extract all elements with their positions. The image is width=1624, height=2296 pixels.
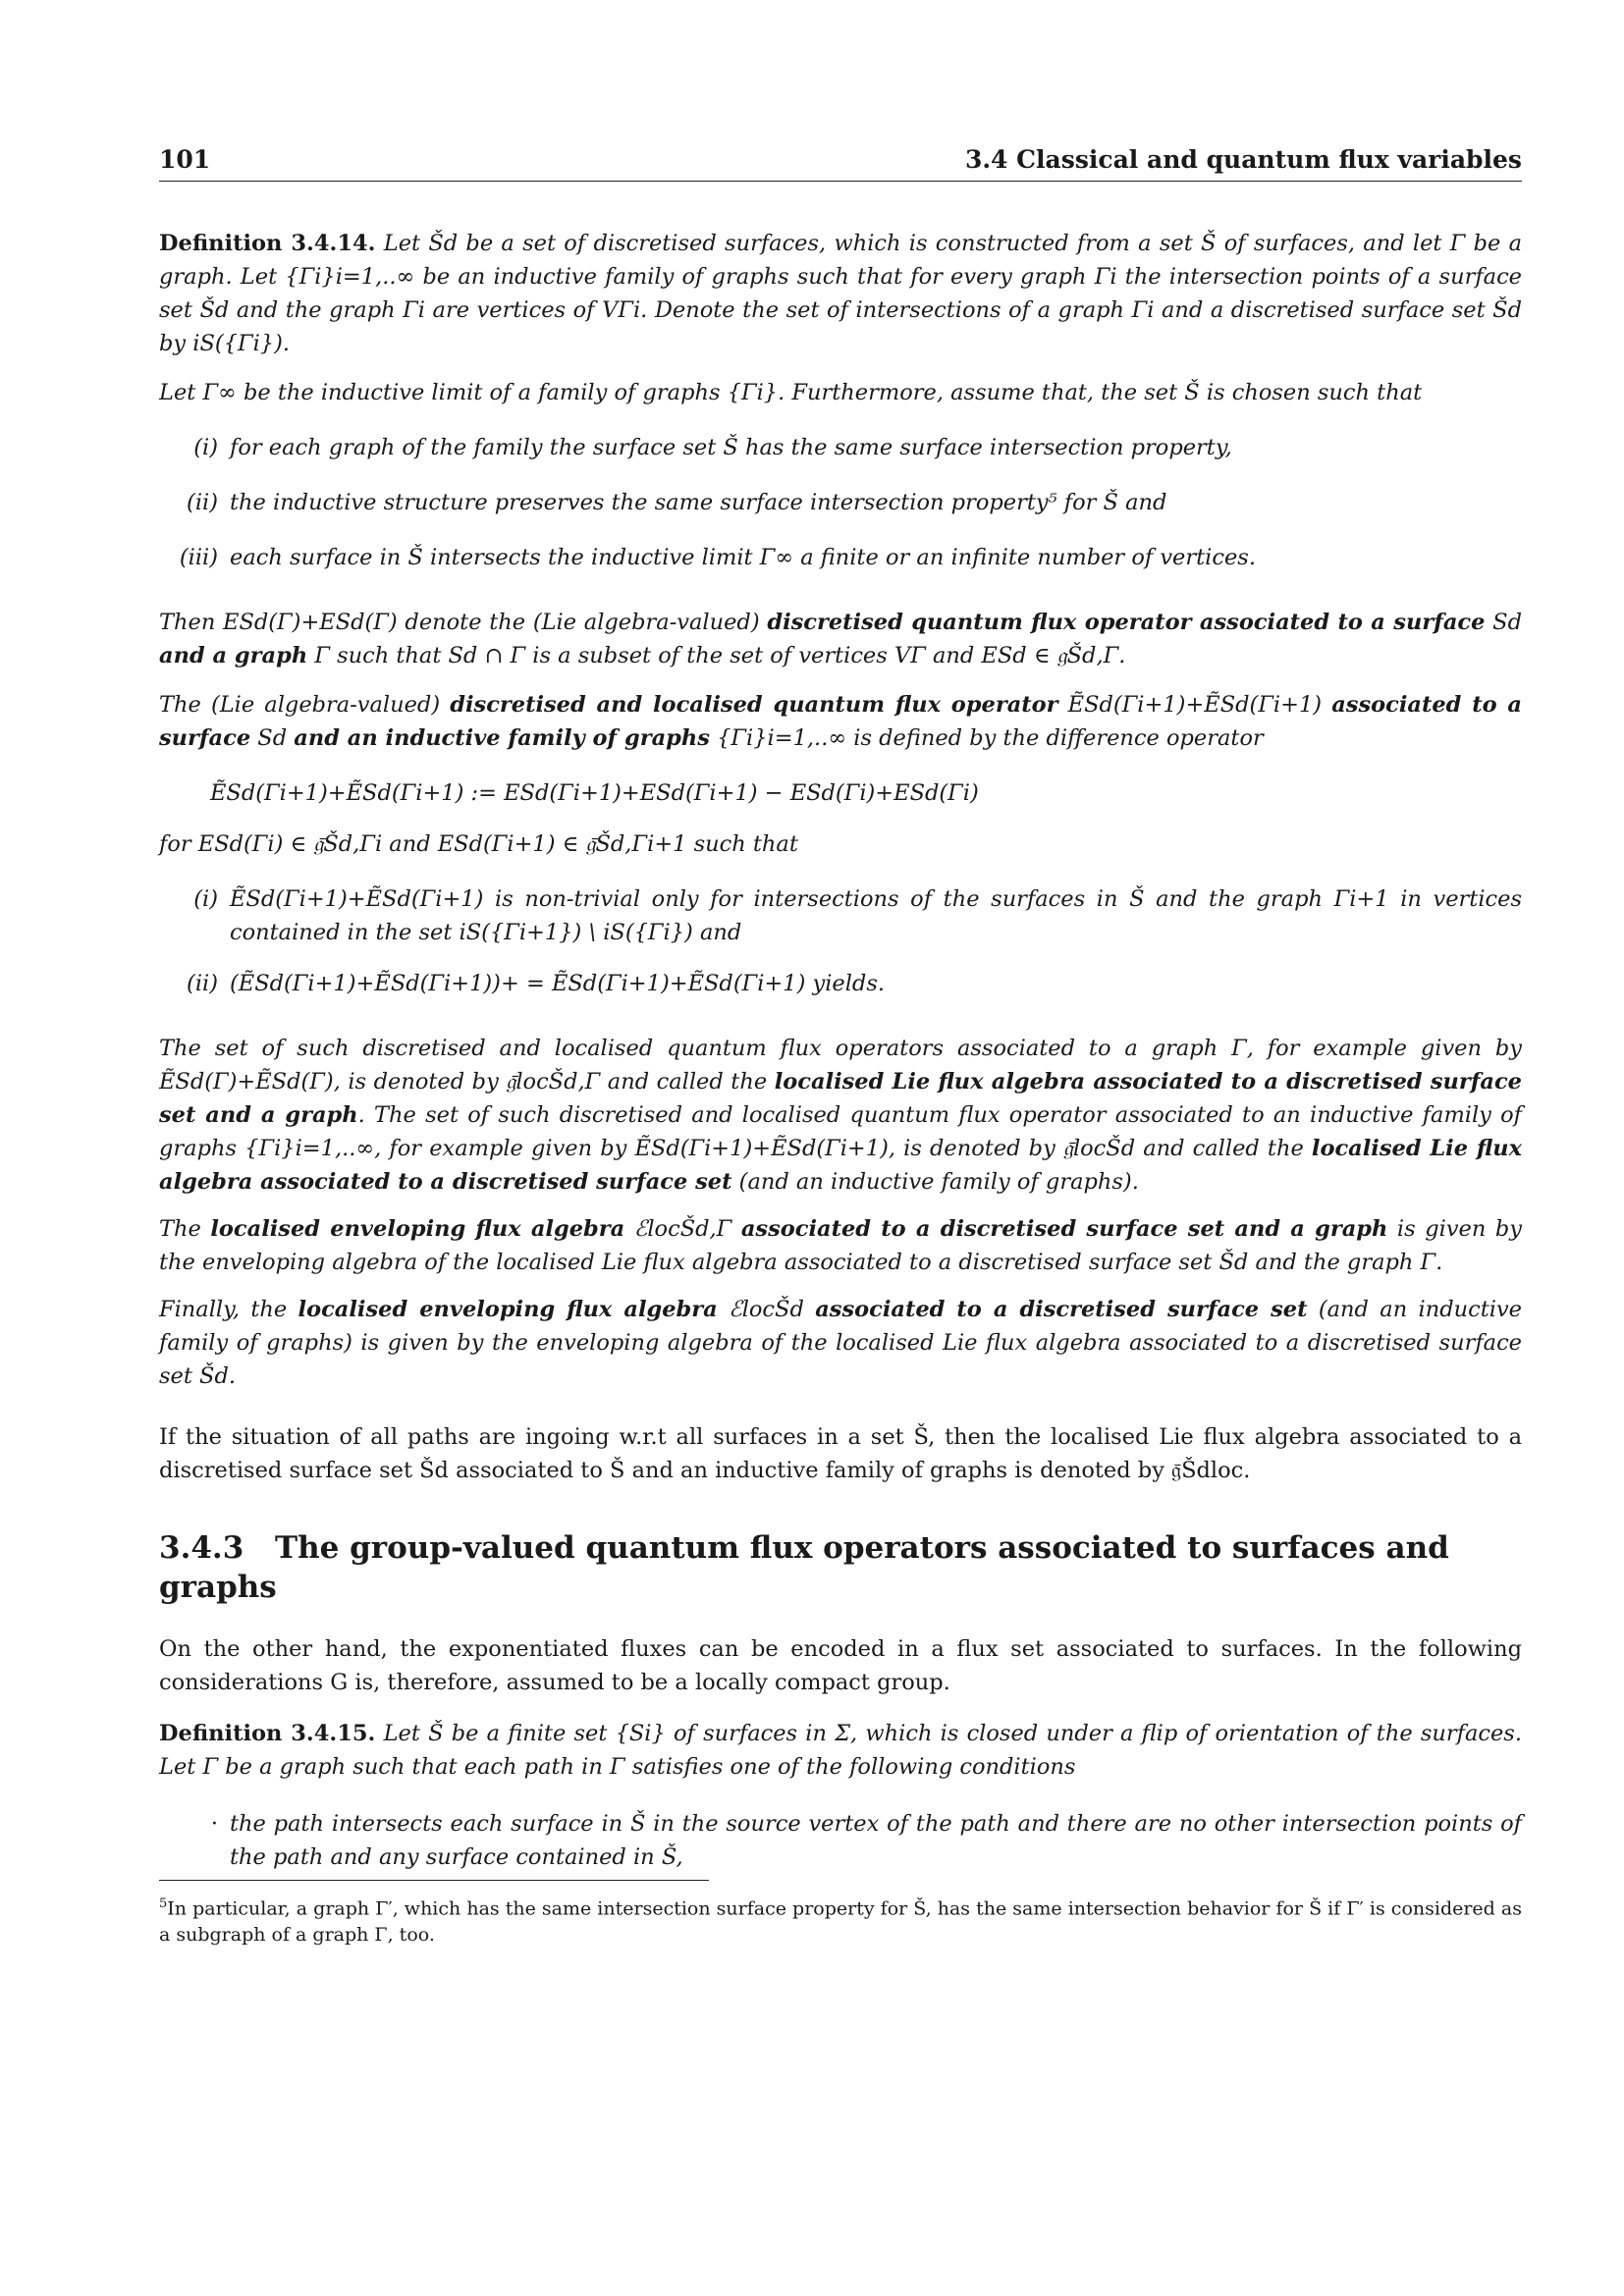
- running-section-title: 3.4 Classical and quantum flux variables: [964, 145, 1522, 174]
- text-run: {Γi}i=1,..∞ is defined by the difference operator: [709, 725, 1264, 751]
- text-run: The set of such discretised and localised quantum flux operators associated to a graph Γ, for example given by ẼSd(Γ)+ẼSd(Γ), is denoted by 𝔤̄locŠd,Γ and called the: [159, 1036, 1522, 1095]
- section-heading: [159, 1528, 1522, 1607]
- list-item-text: for each graph of the family the surface set Š has the same surface intersection property,: [230, 435, 1232, 460]
- text-run: ẼSd(Γi+1)+ẼSd(Γi+1): [1057, 692, 1332, 718]
- footnote: [159, 1891, 1522, 1949]
- text-run: . The set of such discretised and localised quantum flux operator associated to an inductive family of graphs {Γi}i=1,..∞, for example given by ẼSd(Γi+1)+ẼSd(Γi+1), is denoted by 𝔤̄locŠd and called the: [159, 1102, 1522, 1161]
- inductive-limit-paragraph: Let Γ∞ be the inductive limit of a family of graphs {Γi}. Furthermore, assume that, the set Š is chosen such that: [159, 380, 1423, 405]
- defined-term: localised enveloping flux algebra: [210, 1216, 625, 1242]
- list-item-text: (ẼSd(Γi+1)+ẼSd(Γi+1))+ = ẼSd(Γi+1)+ẼSd(Γi+1) yields.: [230, 971, 886, 996]
- list-item-label: (ii): [187, 971, 218, 996]
- text-run: The (Lie algebra-valued): [159, 692, 451, 718]
- flux-operator-paragraph: [159, 606, 1522, 672]
- section-intro-paragraph: On the other hand, the exponentiated fluxes can be encoded in a flux set associated to surfaces. In the following considerations G is, therefore, assumed to be a locally compact group.: [159, 1636, 1522, 1695]
- list-item: [159, 967, 1522, 1000]
- footnote-text: In particular, a graph Γ′, which has the same intersection surface property for Š, has the same intersection behavior for Š if Γ′ is considered as a subgraph of a graph Γ, too.: [159, 1897, 1522, 1947]
- defined-term: and a graph: [159, 643, 308, 668]
- definition-3-4-14-intro: [159, 227, 1522, 360]
- final-enveloping-paragraph: [159, 1293, 1522, 1393]
- defined-term: associated to a surface: [159, 692, 1522, 751]
- list-item: [159, 882, 1522, 949]
- list-item: [159, 486, 1522, 519]
- list-item-label: (ii): [187, 490, 218, 515]
- defined-term: discretised and localised quantum flux operator: [450, 692, 1058, 718]
- text-run: (and an inductive family of graphs) is given by the enveloping algebra of the localised Lie flux algebra associated to a discretised surface set Šd.: [159, 1297, 1522, 1389]
- defined-term: associated to a discretised surface set and a graph: [740, 1216, 1388, 1242]
- text-run: Then ESd(Γ)+ESd(Γ) denote the (Lie algebra-valued): [159, 610, 768, 635]
- difference-operator-formula: ẼSd(Γi+1)+ẼSd(Γi+1) := ESd(Γi+1)+ESd(Γi+1) − ESd(Γi)+ESd(Γi): [210, 780, 979, 806]
- text-run: (and an inductive family of graphs).: [731, 1169, 1139, 1195]
- list-item-text: the inductive structure preserves the same surface intersection property⁵ for Š and: [230, 490, 1167, 515]
- bullet-mark: ·: [210, 1811, 218, 1837]
- defined-term: discretised quantum flux operator associated to a surface: [767, 610, 1486, 635]
- definition-3-4-15: [159, 1717, 1522, 1784]
- defined-term: localised enveloping flux algebra: [298, 1297, 718, 1322]
- text-run: Sd: [1485, 610, 1522, 635]
- bullet-item: [159, 1807, 1522, 1874]
- defined-term: associated to a discretised surface set: [815, 1297, 1308, 1322]
- text-run: Finally, the: [159, 1297, 298, 1322]
- list-item: [159, 541, 1522, 574]
- section-number: 3.4.3: [159, 1530, 244, 1566]
- text-run: Γ such that Sd ∩ Γ is a subset of the set of vertices VΓ and ESd ∈ 𝔤Šd,Γ.: [307, 643, 1126, 668]
- membership-paragraph: for ESd(Γi) ∈ 𝔤̄Šd,Γi and ESd(Γi+1) ∈ 𝔤̄Šd,Γi+1 such that: [159, 831, 798, 857]
- footnote-mark: 5: [159, 1896, 168, 1911]
- localised-operator-paragraph: [159, 688, 1522, 755]
- bullet-item-text: the path intersects each surface in Š in the source vertex of the path and there are no other intersection points of the path and any surface contained in Š,: [230, 1811, 1522, 1870]
- text-run: Sd: [250, 725, 295, 751]
- definition-label: Definition 3.4.15.: [159, 1721, 376, 1746]
- defined-term: localised Lie flux algebra associated to a discretised surface set and a graph: [159, 1069, 1522, 1128]
- condition-list-2: [159, 882, 1522, 1000]
- list-item-label: (i): [193, 886, 218, 912]
- list-item-label: (iii): [179, 545, 218, 570]
- defined-term: and an inductive family of graphs: [294, 725, 710, 751]
- page-number: 101: [159, 145, 211, 174]
- enveloping-algebra-paragraph: [159, 1212, 1522, 1279]
- text-run: ℰlocŠd: [717, 1297, 816, 1322]
- ingoing-paths-paragraph: If the situation of all paths are ingoing w.r.t all surfaces in a set Š, then the localised Lie flux algebra associated to a discretised surface set Šd associated to Š and an inductive family of graphs is denoted by 𝔤̄Šdloc.: [159, 1424, 1522, 1483]
- text-run: is given by the enveloping algebra of the localised Lie flux algebra associated to a discretised surface set Šd and the graph Γ.: [159, 1216, 1523, 1275]
- text-run: ℰlocŠd,Γ: [624, 1216, 741, 1242]
- condition-list-1: [159, 431, 1522, 574]
- list-item-label: (i): [193, 435, 218, 460]
- list-item: [159, 431, 1522, 464]
- definition-text: Let Š be a finite set {Si} of surfaces in Σ, which is closed under a flip of orientation of the surfaces. Let Γ be a graph such that each path in Γ satisfies one of the following conditions: [159, 1721, 1522, 1780]
- section-title: The group-valued quantum flux operators associated to surfaces and graphs: [159, 1530, 1449, 1605]
- text-run: The: [159, 1216, 211, 1242]
- defined-term: localised Lie flux algebra associated to a discretised surface set: [159, 1136, 1522, 1195]
- list-item-text: each surface in Š intersects the inductive limit Γ∞ a finite or an infinite number of vertices.: [230, 545, 1256, 570]
- running-header: [159, 137, 1522, 182]
- list-item-text: ẼSd(Γi+1)+ẼSd(Γi+1) is non-trivial only for intersections of the surfaces in Š and the graph Γi+1 in vertices contained in the set iS({Γi+1}) \ iS({Γi}) and: [230, 886, 1522, 945]
- page-body: [159, 137, 1522, 1949]
- lie-flux-algebra-paragraph: [159, 1032, 1522, 1199]
- definition-text: Let Šd be a set of discretised surfaces, which is constructed from a set Š of surfaces, and let Γ be a graph. Let {Γi}i=1,..∞ be an inductive family of graphs such that for every graph Γi the intersection points of a surface set Šd and the graph Γi are vertices of VΓi. Denote the set of intersections of a graph Γi and a discretised surface set Šd by iS({Γi}).: [159, 231, 1522, 356]
- definition-label: Definition 3.4.14.: [159, 231, 376, 256]
